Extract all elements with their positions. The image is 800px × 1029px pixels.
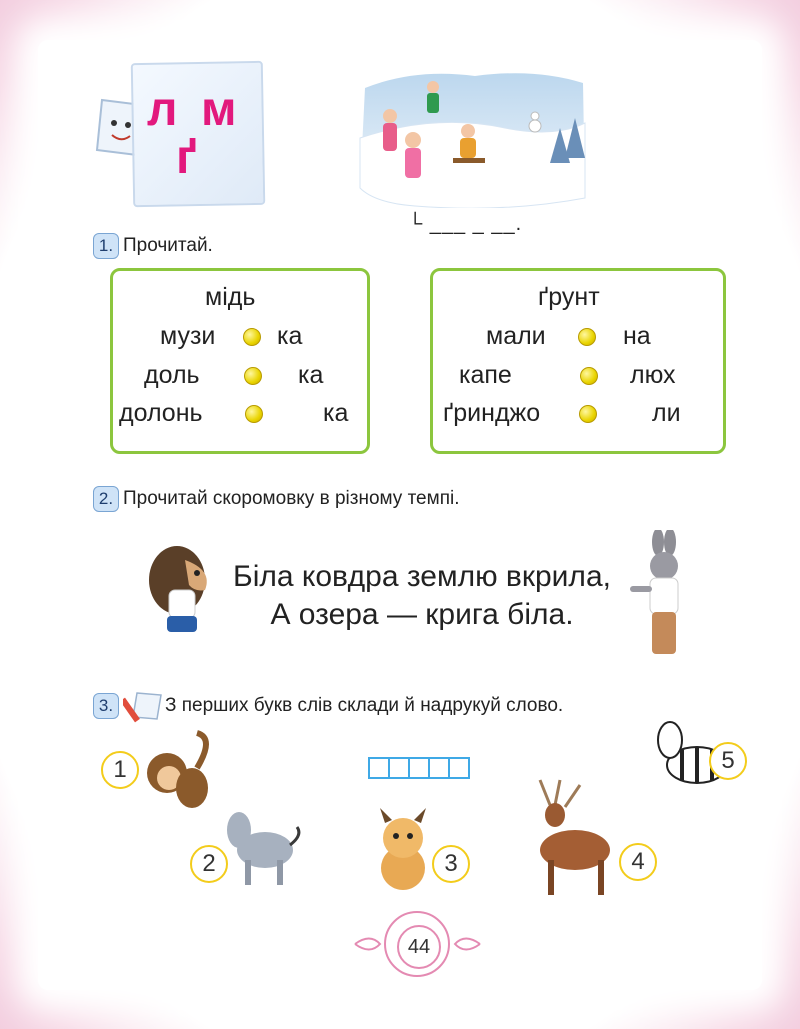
sound-scheme: └ ___ _ __.	[408, 213, 523, 235]
number-4: 4	[619, 843, 657, 881]
letter-cell[interactable]	[428, 757, 450, 779]
box-right-title: ґрунт	[538, 283, 600, 311]
box-right-row3-left: ґринджо	[443, 399, 541, 427]
box-left-row2-left: доль	[144, 361, 200, 389]
task-2-text: Прочитай скоромовку в різному темпі.	[123, 488, 460, 509]
dot-icon	[578, 328, 596, 346]
dot-icon	[580, 367, 598, 385]
dot-icon	[579, 405, 597, 423]
letter-cell[interactable]	[368, 757, 390, 779]
task-2-number: 2.	[93, 486, 119, 512]
hedgehog-icon	[145, 540, 215, 640]
letter-cell[interactable]	[388, 757, 410, 779]
number-5: 5	[709, 742, 747, 780]
letter-cell[interactable]	[408, 757, 430, 779]
dot-icon	[245, 405, 263, 423]
box-left-row2-right: ка	[298, 361, 324, 389]
letter-cell[interactable]	[448, 757, 470, 779]
box-left-row3-left: долонь	[119, 399, 203, 427]
winter-scene-image	[355, 68, 587, 208]
box-right-row1-right: на	[623, 322, 651, 350]
task-3-number: 3.	[93, 693, 119, 719]
lynx-icon	[370, 808, 436, 893]
donkey-icon	[215, 795, 305, 890]
pencil-paper-icon	[123, 689, 165, 723]
box-left-row1-right: ка	[277, 322, 303, 350]
task-1-number: 1.	[93, 233, 119, 259]
number-3: 3	[432, 845, 470, 883]
task-3	[93, 689, 563, 723]
page-number: 44	[397, 925, 441, 969]
rhyme-line-2: А озера — крига біла.	[270, 598, 574, 631]
box-right-row1-left: мали	[486, 322, 546, 350]
box-right-row3-right: ли	[652, 399, 681, 427]
letter-grid	[370, 757, 470, 779]
box-left-row1-left: музи	[160, 322, 216, 350]
dot-icon	[244, 367, 262, 385]
rhyme-line-1: Біла ковдра землю вкрила,	[233, 560, 611, 593]
box-right-row2-right: люх	[630, 361, 676, 389]
task-1-text: Прочитай.	[123, 235, 213, 256]
deer-icon	[510, 775, 620, 900]
number-1: 1	[101, 751, 139, 789]
box-left-title: мідь	[205, 283, 256, 311]
box-left-row3-right: ка	[323, 399, 349, 427]
letter-l: л	[147, 83, 178, 136]
task-2	[93, 486, 459, 512]
hare-icon	[622, 530, 702, 668]
letter-m: м	[201, 83, 237, 136]
letter-g: ґ	[176, 131, 198, 184]
monkey-icon	[137, 728, 217, 822]
box-right-row2-left: капе	[459, 361, 512, 389]
dot-icon	[243, 328, 261, 346]
task-1	[93, 233, 213, 259]
task-3-text: З перших букв слів склади й надрукуй слово.	[165, 695, 564, 716]
number-2: 2	[190, 845, 228, 883]
